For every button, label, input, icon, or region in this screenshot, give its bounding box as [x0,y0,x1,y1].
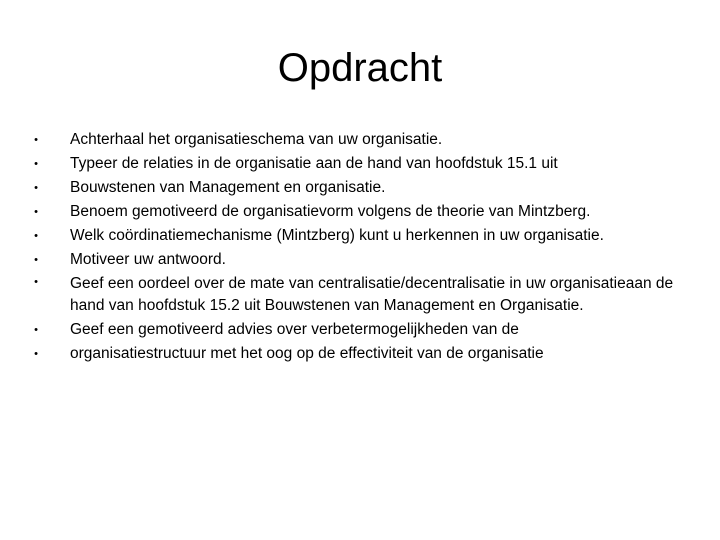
bullet-item [36,200,676,224]
bullet-item [36,176,676,200]
bullet-item [36,318,676,342]
bullet-text: Typeer de relaties in de organisatie aan de hand van hoofdstuk 15.1 uit [70,155,558,172]
bullet-item [36,248,676,272]
bullet-icon: • [34,206,38,218]
bullet-text: Geef een gemotiveerd advies over verbetermogelijkheden van de [70,321,519,338]
bullet-icon: • [34,230,38,242]
bullet-text: Bouwstenen van Management en organisatie. [70,179,386,196]
bullet-item [36,272,676,318]
bullet-item [36,128,676,152]
bullet-text: Achterhaal het organisatieschema van uw organisatie. [70,131,443,148]
bullet-item [36,224,676,248]
bullet-icon: • [34,254,38,266]
bullet-text: Welk coördinatiemechanisme (Mintzberg) kunt u herkennen in uw organisatie. [70,227,604,244]
bullet-text: Geef een oordeel over de mate van centralisatie/decentralisatie in uw organisatieaan de hand van hoofdstuk 15.2 uit Bouwstenen van Management en Organisatie. [70,275,674,314]
bullet-text: organisatiestructuur met het oog op de effectiviteit van de organisatie [70,345,544,362]
bullet-icon: • [34,182,38,194]
slide-title: Opdracht [277,46,443,90]
bullet-text: Benoem gemotiveerd de organisatievorm volgens de theorie van Mintzberg. [70,203,591,220]
bullet-icon: • [34,276,38,288]
bullet-icon: • [34,158,38,170]
bullet-icon: • [34,134,38,146]
bullet-text: Motiveer uw antwoord. [70,251,226,268]
bullet-list [36,128,676,366]
bullet-item [36,152,676,176]
bullet-item [36,342,676,366]
bullet-icon: • [34,348,38,360]
bullet-icon: • [34,324,38,336]
